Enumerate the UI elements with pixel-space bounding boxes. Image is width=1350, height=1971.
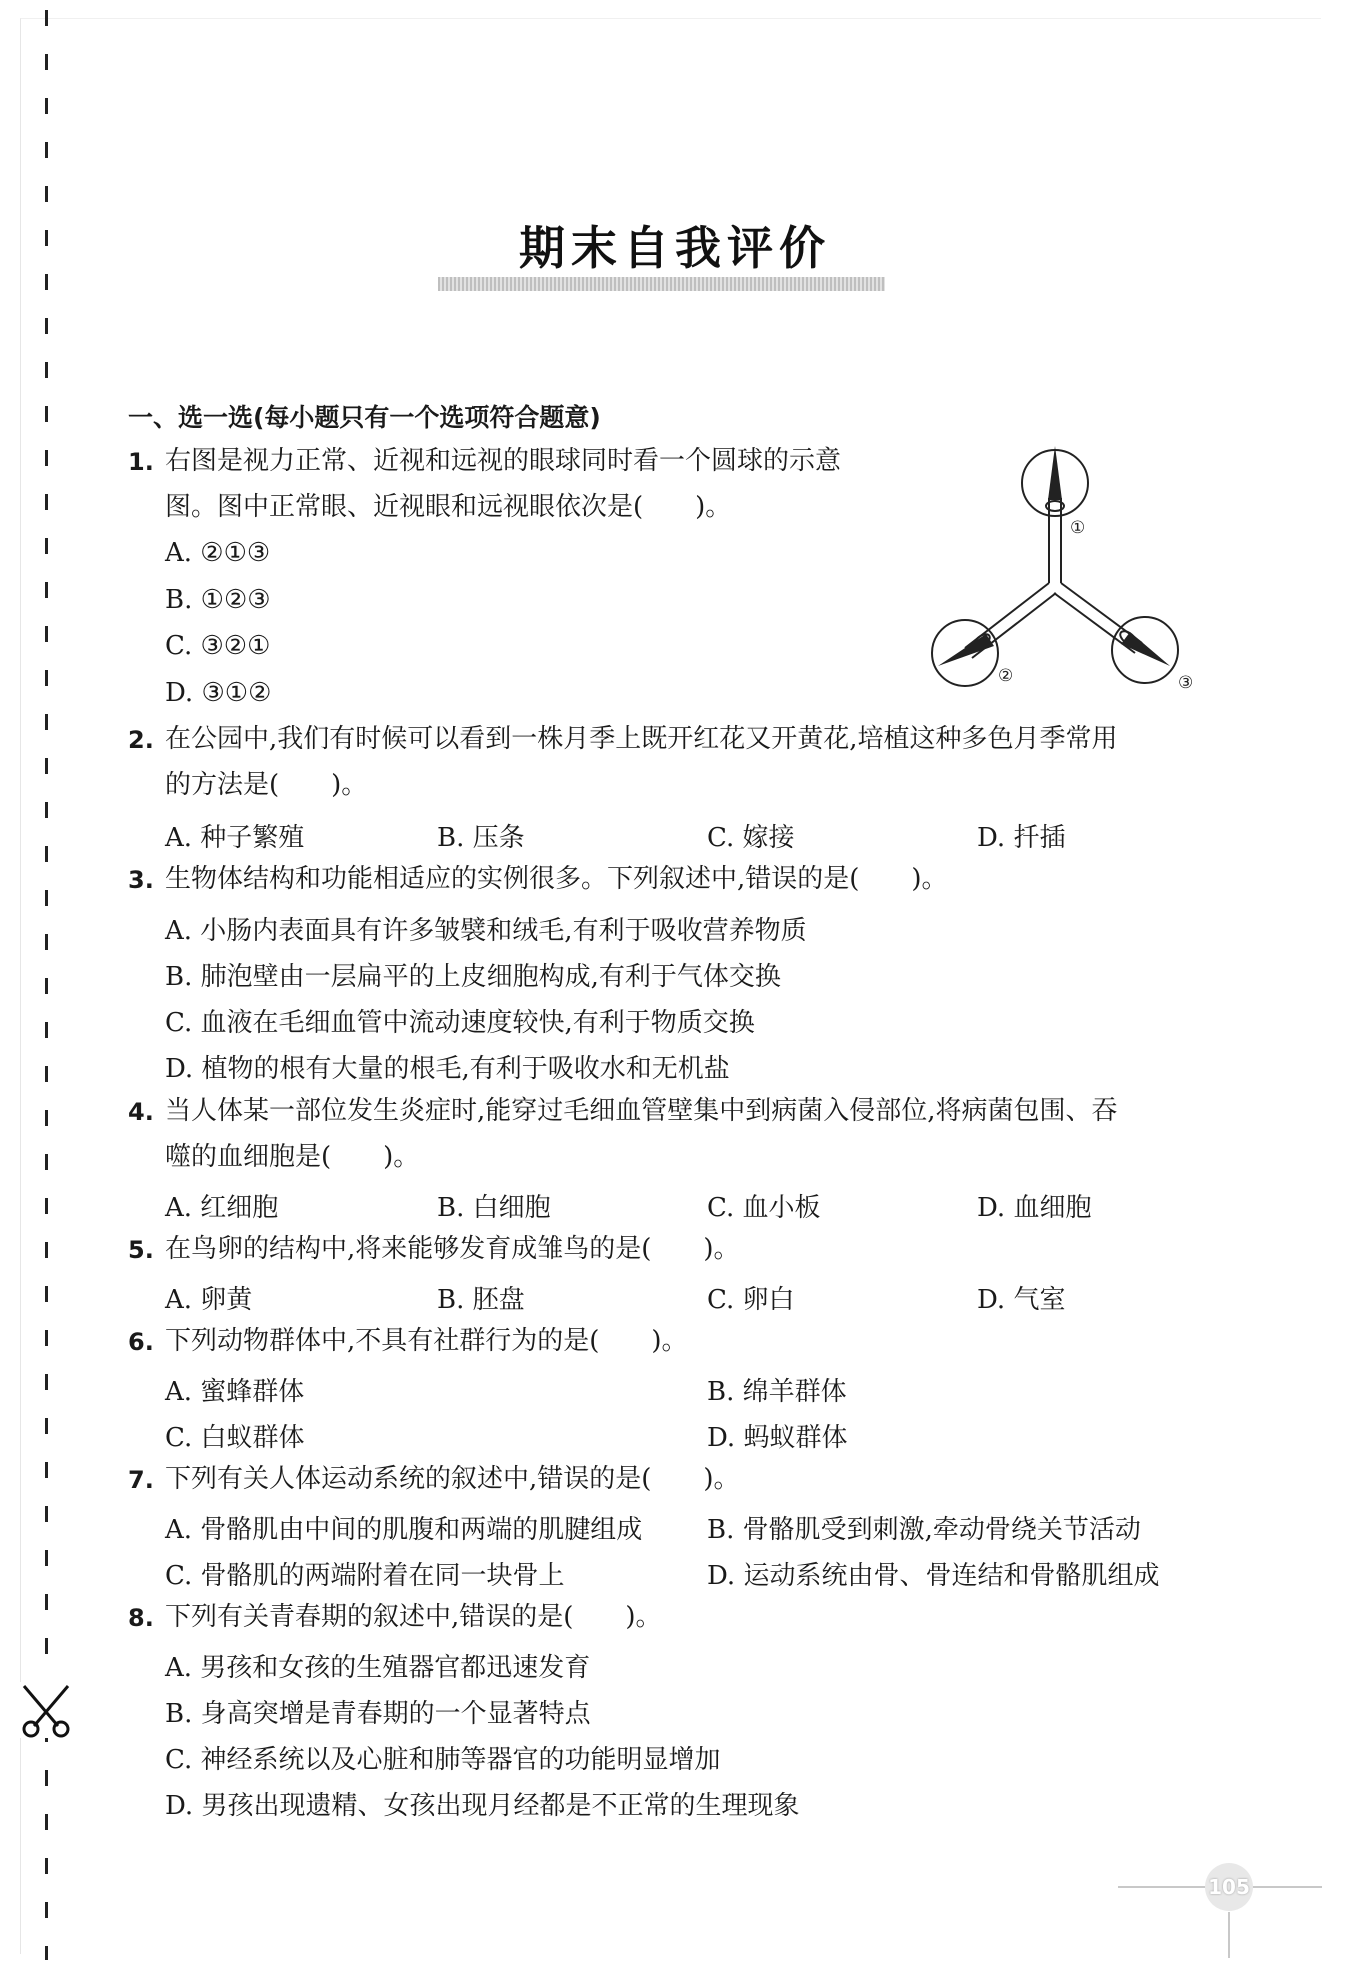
label-2: ② [998,666,1014,686]
page-rule [1252,1886,1322,1888]
option-d: D. ③①② [165,678,272,708]
title-underline [438,277,885,291]
question-text: 右图是视力正常、近视和远视的眼球同时看一个圆球的示意 [165,446,842,476]
option-d: D. 男孩出现遗精、女孩出现月经都是不正常的生理现象 [165,1791,800,1821]
option-d: D. 气室 [977,1285,1066,1315]
option-a: A. 种子繁殖 [165,823,305,853]
option-c: C. 神经系统以及心脏和肺等器官的功能明显增加 [165,1745,721,1775]
label-1: ① [1070,518,1086,538]
option-b: B. 肺泡壁由一层扁平的上皮细胞构成,有利于气体交换 [165,962,781,992]
option-b: B. 绵羊群体 [707,1377,847,1407]
option-c: C. 白蚁群体 [165,1423,305,1453]
question-number: 3. [128,866,154,894]
option-b: B. 胚盘 [437,1285,525,1315]
question-text: 噬的血细胞是( )。 [165,1142,420,1172]
option-c: C. 血液在毛细血管中流动速度较快,有利于物质交换 [165,1008,755,1038]
scissors-icon [18,1682,74,1738]
option-a: A. 男孩和女孩的生殖器官都迅速发育 [165,1653,591,1683]
option-c: C. ③②① [165,631,271,661]
option-a: A. 小肠内表面具有许多皱襞和绒毛,有利于吸收营养物质 [165,916,807,946]
section-heading: 一、选一选(每小题只有一个选项符合题意) [128,403,601,432]
option-d: D. 扦插 [977,823,1066,853]
option-c: C. 嫁接 [707,823,795,853]
option-d: D. 植物的根有大量的根毛,有利于吸收水和无机盐 [165,1054,730,1084]
question-text: 下列动物群体中,不具有社群行为的是( )。 [165,1326,688,1356]
label-3: ③ [1178,673,1194,693]
option-d: D. 运动系统由骨、骨连结和骨骼肌组成 [707,1561,1160,1591]
page-number: 105 [1205,1863,1253,1911]
question-text: 当人体某一部位发生炎症时,能穿过毛细血管壁集中到病菌入侵部位,将病菌包围、吞 [165,1096,1118,1126]
question-number: 1. [128,448,154,476]
question-number: 4. [128,1098,154,1126]
cut-line [43,10,49,1960]
option-c: C. 血小板 [707,1193,821,1223]
question-text: 下列有关青春期的叙述中,错误的是( )。 [165,1602,662,1632]
question-text: 下列有关人体运动系统的叙述中,错误的是( )。 [165,1464,740,1494]
option-c: C. 骨骼肌的两端附着在同一块骨上 [165,1561,565,1591]
question-text: 在公园中,我们有时候可以看到一株月季上既开红花又开黄花,培植这种多色月季常用 [165,724,1118,754]
option-b: B. 压条 [437,823,525,853]
option-a: A. ②①③ [165,538,271,568]
question-number: 6. [128,1328,154,1356]
question-text: 生物体结构和功能相适应的实例很多。下列叙述中,错误的是( )。 [165,864,948,894]
option-c: C. 卵白 [707,1285,795,1315]
eye-diagram [920,438,1210,698]
option-a: A. 红细胞 [165,1193,279,1223]
question-text: 在鸟卵的结构中,将来能够发育成雏鸟的是( )。 [165,1234,740,1264]
question-text: 图。图中正常眼、近视眼和远视眼依次是( )。 [165,492,732,522]
question-number: 2. [128,726,154,754]
option-a: A. 蜜蜂群体 [165,1377,305,1407]
option-b: B. 白细胞 [437,1193,551,1223]
option-a: A. 骨骼肌由中间的肌腹和两端的肌腱组成 [165,1515,643,1545]
page-title: 期末自我评价 [519,221,831,275]
question-number: 7. [128,1466,154,1494]
option-b: B. 骨骼肌受到刺激,牵动骨绕关节活动 [707,1515,1141,1545]
option-b: B. ①②③ [165,585,271,615]
question-text: 的方法是( )。 [165,770,368,800]
option-d: D. 蚂蚁群体 [707,1423,848,1453]
question-number: 8. [128,1604,154,1632]
question-number: 5. [128,1236,154,1264]
option-d: D. 血细胞 [977,1193,1092,1223]
option-b: B. 身高突增是青春期的一个显著特点 [165,1699,591,1729]
page-rule [1118,1886,1206,1888]
page-rule [1228,1912,1230,1958]
option-a: A. 卵黄 [165,1285,253,1315]
